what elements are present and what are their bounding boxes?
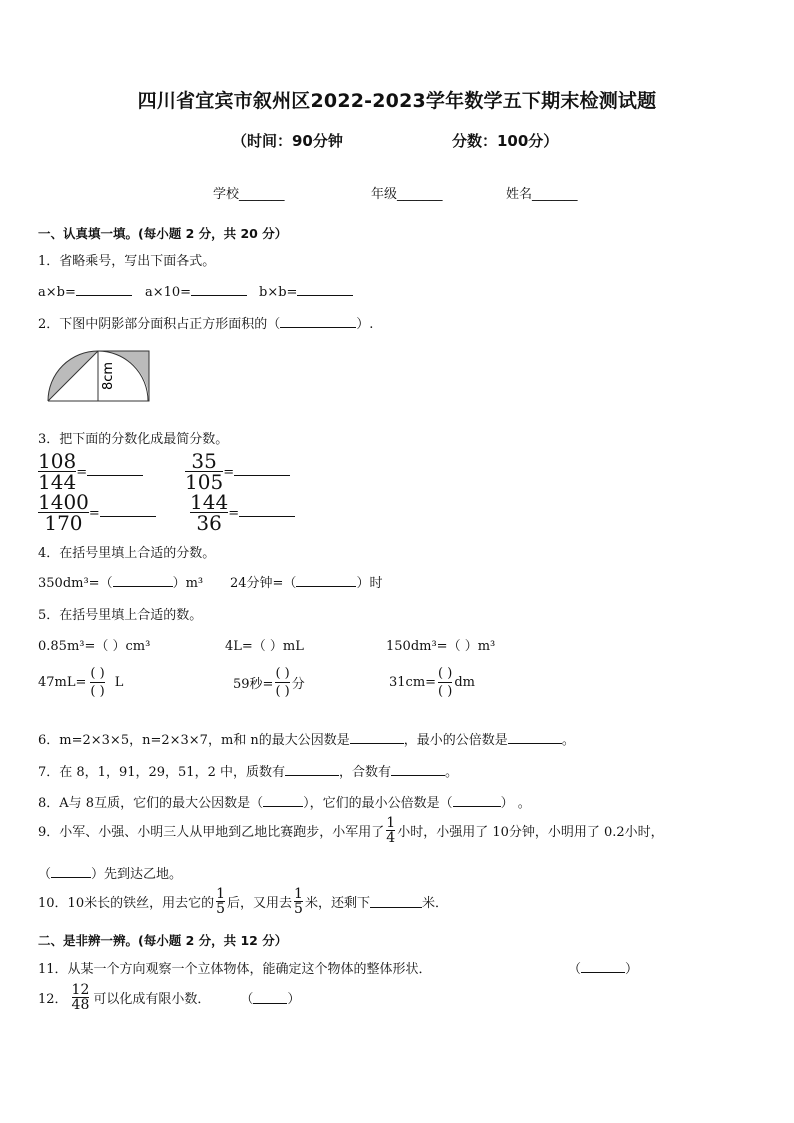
- q12-ans-pre: （: [240, 992, 254, 1007]
- q12-line: [38, 983, 300, 1012]
- q6-line: [38, 729, 575, 748]
- q4-a-pre: 350dm³=（: [38, 576, 113, 591]
- q12-ans-post: ）: [287, 992, 301, 1007]
- q5-f-den: ( ): [438, 684, 453, 699]
- q3-blank4[interactable]: [239, 504, 295, 517]
- q1-b: [145, 283, 247, 300]
- q5-d: [38, 667, 123, 698]
- q2-line: [38, 313, 373, 332]
- q4-b-blank[interactable]: [296, 574, 356, 587]
- q3-eq1: =: [76, 465, 88, 480]
- q3-frac3-num: 1400: [38, 490, 89, 514]
- q3-frac4-num: 144: [190, 490, 229, 514]
- q5-d-num: ( ): [90, 666, 105, 681]
- school-field: 学校_______: [213, 187, 285, 202]
- q4-a-blank[interactable]: [113, 574, 173, 587]
- q12-frac-den: 48: [71, 997, 90, 1013]
- score-info: 分数：100分）: [452, 132, 559, 150]
- grade-field: 年级_______: [371, 187, 443, 202]
- q11-ans-post: ）: [625, 962, 639, 977]
- q3-frac1: [38, 451, 76, 492]
- q10-frac2-den: 5: [294, 901, 303, 917]
- q8-line: [38, 792, 531, 811]
- q2-figure: [46, 349, 152, 403]
- q7-end: 。: [445, 765, 459, 780]
- q6-pre: 6．m=2×3×5，n=2×3×7，m和 n的最大公因数是: [38, 733, 350, 748]
- q10-line: [38, 887, 448, 916]
- q2-tail: ）.: [356, 317, 374, 332]
- q5-e-pre: 59秒=: [233, 677, 274, 692]
- q4-b: [230, 572, 382, 591]
- q3-frac2-num: 35: [191, 449, 217, 473]
- q6-blank1[interactable]: [350, 731, 404, 744]
- q10-end: 米．: [421, 896, 448, 911]
- q6-end: 。: [561, 733, 575, 748]
- q8-blank2[interactable]: [453, 794, 501, 807]
- q5-f: [389, 667, 475, 698]
- page-title: 四川省宜宾市叙州区2022-2023学年数学五下期末检测试题: [137, 90, 657, 112]
- q7-mid: ，合数有: [338, 765, 391, 780]
- q10-frac2-num: 1: [294, 886, 303, 902]
- q3-item2: [185, 451, 290, 492]
- q9-line2: [38, 863, 182, 882]
- q3-frac2-den: 105: [185, 470, 224, 494]
- q10-frac2: [294, 887, 303, 916]
- q12-post: 可以化成有限小数．: [93, 992, 211, 1007]
- q10-frac1: [216, 887, 225, 916]
- q10-frac1-num: 1: [216, 886, 226, 902]
- q5-c[interactable]: 150dm³=（ ）m³: [386, 639, 496, 654]
- q9-frac-num: 1: [386, 815, 396, 831]
- q3-eq4: =: [228, 506, 240, 521]
- q5-d-post: L: [114, 675, 124, 690]
- section1-title: 一、认真填一填。(每小题 2 分，共 20 分）: [38, 226, 288, 241]
- q9-frac-den: 4: [386, 830, 396, 846]
- q9-blank[interactable]: [51, 865, 91, 878]
- q1-a-blank[interactable]: [76, 283, 132, 296]
- q2-figure-label: 8cm: [101, 361, 116, 391]
- q10-blank[interactable]: [370, 895, 422, 908]
- q5-f-frac[interactable]: [438, 667, 452, 698]
- q1-c-label: b×b=: [259, 285, 298, 300]
- q7-blank2[interactable]: [391, 763, 445, 776]
- q4-a-post: ）m³: [172, 576, 204, 591]
- q12-blank[interactable]: [253, 991, 287, 1004]
- q8-end: ） 。: [500, 796, 531, 811]
- q5-f-num: ( ): [438, 666, 453, 681]
- q6-blank2[interactable]: [508, 731, 562, 744]
- q3-blank1[interactable]: [87, 463, 143, 476]
- q3-blank2[interactable]: [234, 463, 290, 476]
- q3-item4: [190, 492, 295, 533]
- q8-blank1[interactable]: [263, 794, 303, 807]
- q5-e-den: ( ): [275, 684, 290, 699]
- q5-b[interactable]: 4L=（ ）mL: [225, 639, 304, 654]
- q1-b-label: a×10=: [145, 285, 192, 300]
- q5-e-num: ( ): [275, 666, 290, 681]
- q5-f-pre: 31cm=: [389, 675, 437, 690]
- q6-mid: ，最小的公倍数是: [403, 733, 508, 748]
- q9-line1: [38, 816, 664, 845]
- q5-d-pre: 47mL=: [38, 675, 87, 690]
- q4-b-post: ）时: [356, 576, 383, 591]
- q5-e-frac[interactable]: [275, 667, 289, 698]
- q10-mid: 后，又用去: [227, 896, 293, 911]
- q2-text: 2．下图中阴影部分面积占正方形面积的（: [38, 317, 281, 332]
- q3-text: 3．把下面的分数化成最简分数。: [38, 432, 229, 447]
- q3-item1: [38, 451, 143, 492]
- q10-pre: 10．10米长的铁丝，用去它的: [38, 896, 215, 911]
- q9-post: 小时，小强用了 10分钟，小明用了 0.2小时，: [397, 825, 664, 840]
- q3-eq3: =: [88, 506, 100, 521]
- q9-pre: 9．小军、小强、小明三人从甲地到乙地比赛跑步，小军用了: [38, 825, 385, 840]
- q1-text: 1．省略乘号，写出下面各式。: [38, 254, 216, 269]
- q3-eq2: =: [223, 465, 235, 480]
- q7-line: [38, 761, 458, 780]
- q1-a: [38, 283, 132, 300]
- q3-frac3: [38, 492, 89, 533]
- q3-frac3-den: 170: [44, 511, 83, 535]
- q12-frac: [72, 983, 90, 1012]
- time-info: （时间：90分钟: [232, 132, 343, 150]
- q5-f-post: dm: [454, 675, 475, 690]
- q10-frac1-den: 5: [216, 901, 226, 917]
- q9-line2-pre: （: [38, 867, 52, 882]
- q4-a: [38, 572, 203, 591]
- q12-frac-num: 12: [71, 982, 90, 998]
- q11-ans-pre: （: [568, 962, 582, 977]
- q8-pre: 8．A与 8互质，它们的最大公因数是（: [38, 796, 264, 811]
- q7-blank1[interactable]: [285, 763, 339, 776]
- q4-text: 4．在括号里填上合适的分数。: [38, 546, 216, 561]
- q10-mid2: 米，还剩下: [304, 896, 370, 911]
- q5-d-den: ( ): [90, 684, 105, 699]
- q3-frac1-num: 108: [38, 449, 77, 473]
- q3-frac2: [185, 451, 223, 492]
- q5-e: [233, 667, 305, 698]
- q3-item3: [38, 492, 156, 533]
- q7-pre: 7．在 8，1，91，29，51，2 中，质数有: [38, 765, 285, 780]
- q5-a[interactable]: 0.85m³=（ ）cm³: [38, 639, 151, 654]
- q4-b-pre: 24分钟=（: [230, 576, 297, 591]
- q11-blank[interactable]: [581, 960, 625, 973]
- q3-frac4: [190, 492, 228, 533]
- q12-pre: 12．: [38, 992, 68, 1007]
- q9-frac: [386, 816, 395, 845]
- q3-frac1-den: 144: [38, 470, 77, 494]
- q11-answer: [568, 958, 638, 977]
- q1-b-blank[interactable]: [191, 283, 247, 296]
- q11-text: 11．从某一个方向观察一个立体物体，能确定这个物体的整体形状．: [38, 962, 432, 977]
- name-field: 姓名_______: [506, 187, 578, 202]
- q5-d-frac[interactable]: [90, 667, 104, 698]
- q3-frac4-den: 36: [196, 511, 222, 535]
- q1-c: [259, 283, 353, 300]
- q3-blank3[interactable]: [100, 504, 156, 517]
- section2-title: 二、是非辨一辨。(每小题 2 分，共 12 分）: [38, 933, 288, 948]
- q8-mid: ），它们的最小公倍数是（: [303, 796, 453, 811]
- q9-line2-post: ）先到达乙地。: [91, 867, 183, 882]
- q5-text: 5．在括号里填上合适的数。: [38, 608, 203, 623]
- q5-e-post: 分: [291, 677, 305, 692]
- q2-blank[interactable]: [280, 315, 356, 328]
- q1-a-label: a×b=: [38, 285, 76, 300]
- q1-c-blank[interactable]: [297, 283, 353, 296]
